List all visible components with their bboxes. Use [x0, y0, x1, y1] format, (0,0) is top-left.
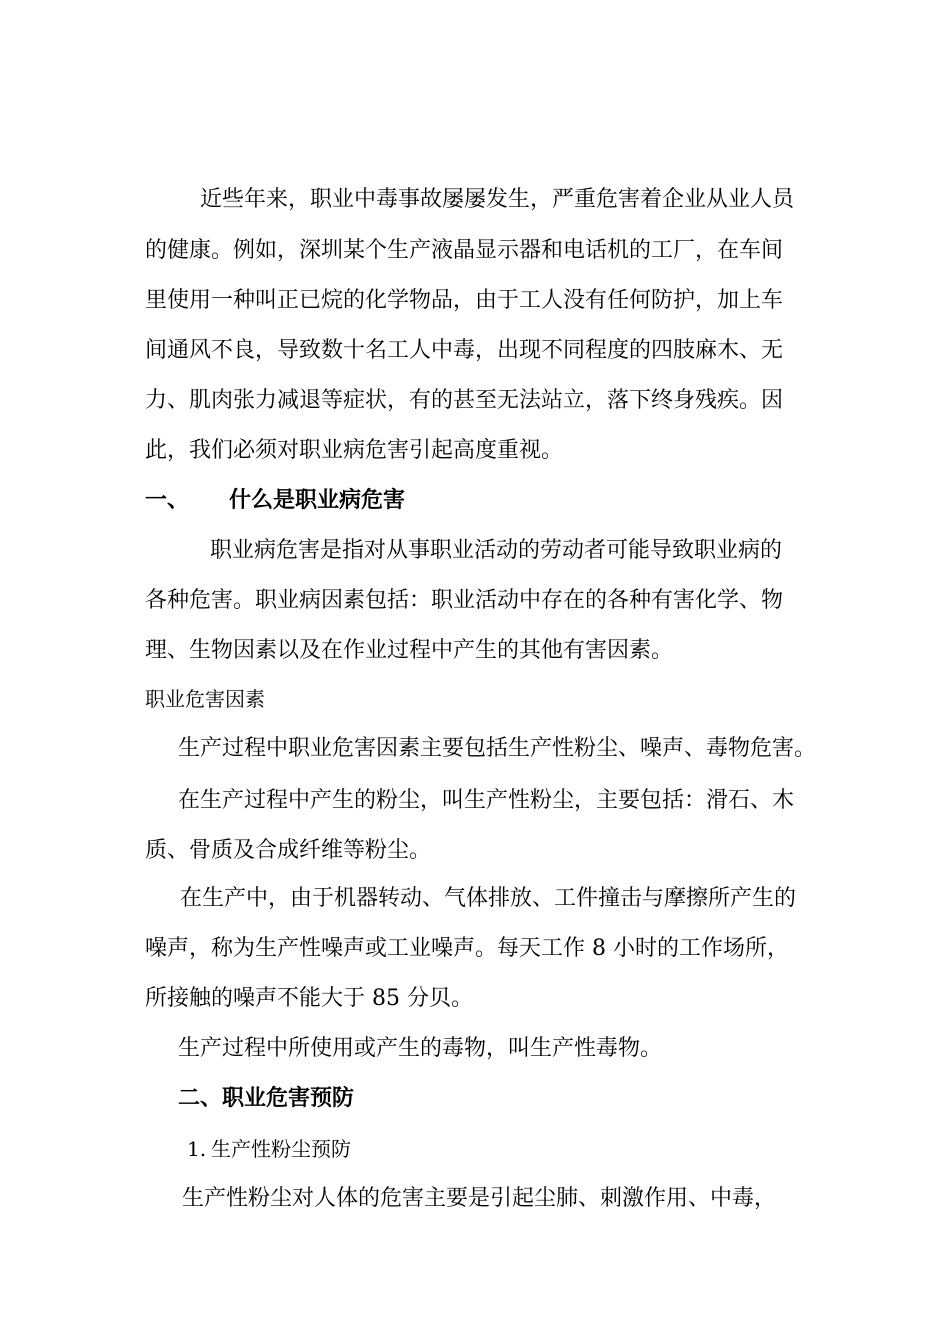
dust-paragraph-line-1: 在生产过程中产生的粉尘，叫生产性粉尘，主要包括：滑石、木	[178, 788, 795, 813]
intro-line-1: 近些年来，职业中毒事故屡屡发生，严重危害着企业从业人员	[200, 187, 795, 212]
section-1-line-1: 职业病危害是指对从事职业活动的劳动者可能导致职业病的	[210, 538, 783, 563]
dust-paragraph-line-2: 质、骨质及合成纤维等粉尘。	[145, 838, 432, 863]
dust-prevention-paragraph: 生产性粉尘对人体的危害主要是引起尘肺、刺激作用、中毒，	[182, 1186, 777, 1211]
hazard-factors-subheading: 职业危害因素	[145, 687, 265, 711]
section-1-line-3: 理、生物因素以及在作业过程中产生的其他有害因素。	[145, 638, 674, 663]
noise-paragraph-line-3: 所接触的噪声不能大于 85 分贝。	[145, 986, 473, 1011]
intro-line-6: 此，我们必须对职业病危害引起高度重视。	[145, 438, 564, 463]
toxin-paragraph: 生产过程中所使用或产生的毒物，叫生产性毒物。	[178, 1036, 663, 1061]
noise-paragraph-line-1: 在生产中，由于机器转动、气体排放、工件撞击与摩擦所产生的	[180, 886, 797, 911]
intro-line-2: 的健康。例如，深圳某个生产液晶显示器和电话机的工厂，在车间	[145, 238, 784, 263]
hazard-factors-paragraph: 生产过程中职业危害因素主要包括生产性粉尘、噪声、毒物危害。	[178, 736, 817, 761]
section-2-item-1-title: 生产性粉尘预防	[211, 1137, 351, 1161]
section-2-item-1-number: 1.	[187, 1137, 207, 1161]
section-1-line-2: 各种危害。职业病因素包括：职业活动中存在的各种有害化学、物	[145, 588, 784, 613]
intro-line-4: 间通风不良，导致数十名工人中毒，出现不同程度的四肢麻木、无	[145, 338, 784, 363]
section-1-title: 什么是职业病危害	[229, 488, 406, 513]
section-2-item-1-heading	[187, 1135, 351, 1163]
section-1-heading	[145, 487, 405, 515]
intro-line-5: 力、肌肉张力减退等症状，有的甚至无法站立，落下终身残疾。因	[145, 388, 784, 413]
intro-line-3: 里使用一种叫正已烷的化学物品，由于工人没有任何防护，加上车	[145, 288, 784, 313]
noise-paragraph-line-2: 噪声，称为生产性噪声或工业噪声。每天工作 8 小时的工作场所，	[145, 936, 789, 961]
section-2-heading: 二、职业危害预防	[178, 1086, 355, 1111]
section-1-number: 一、	[145, 488, 190, 513]
